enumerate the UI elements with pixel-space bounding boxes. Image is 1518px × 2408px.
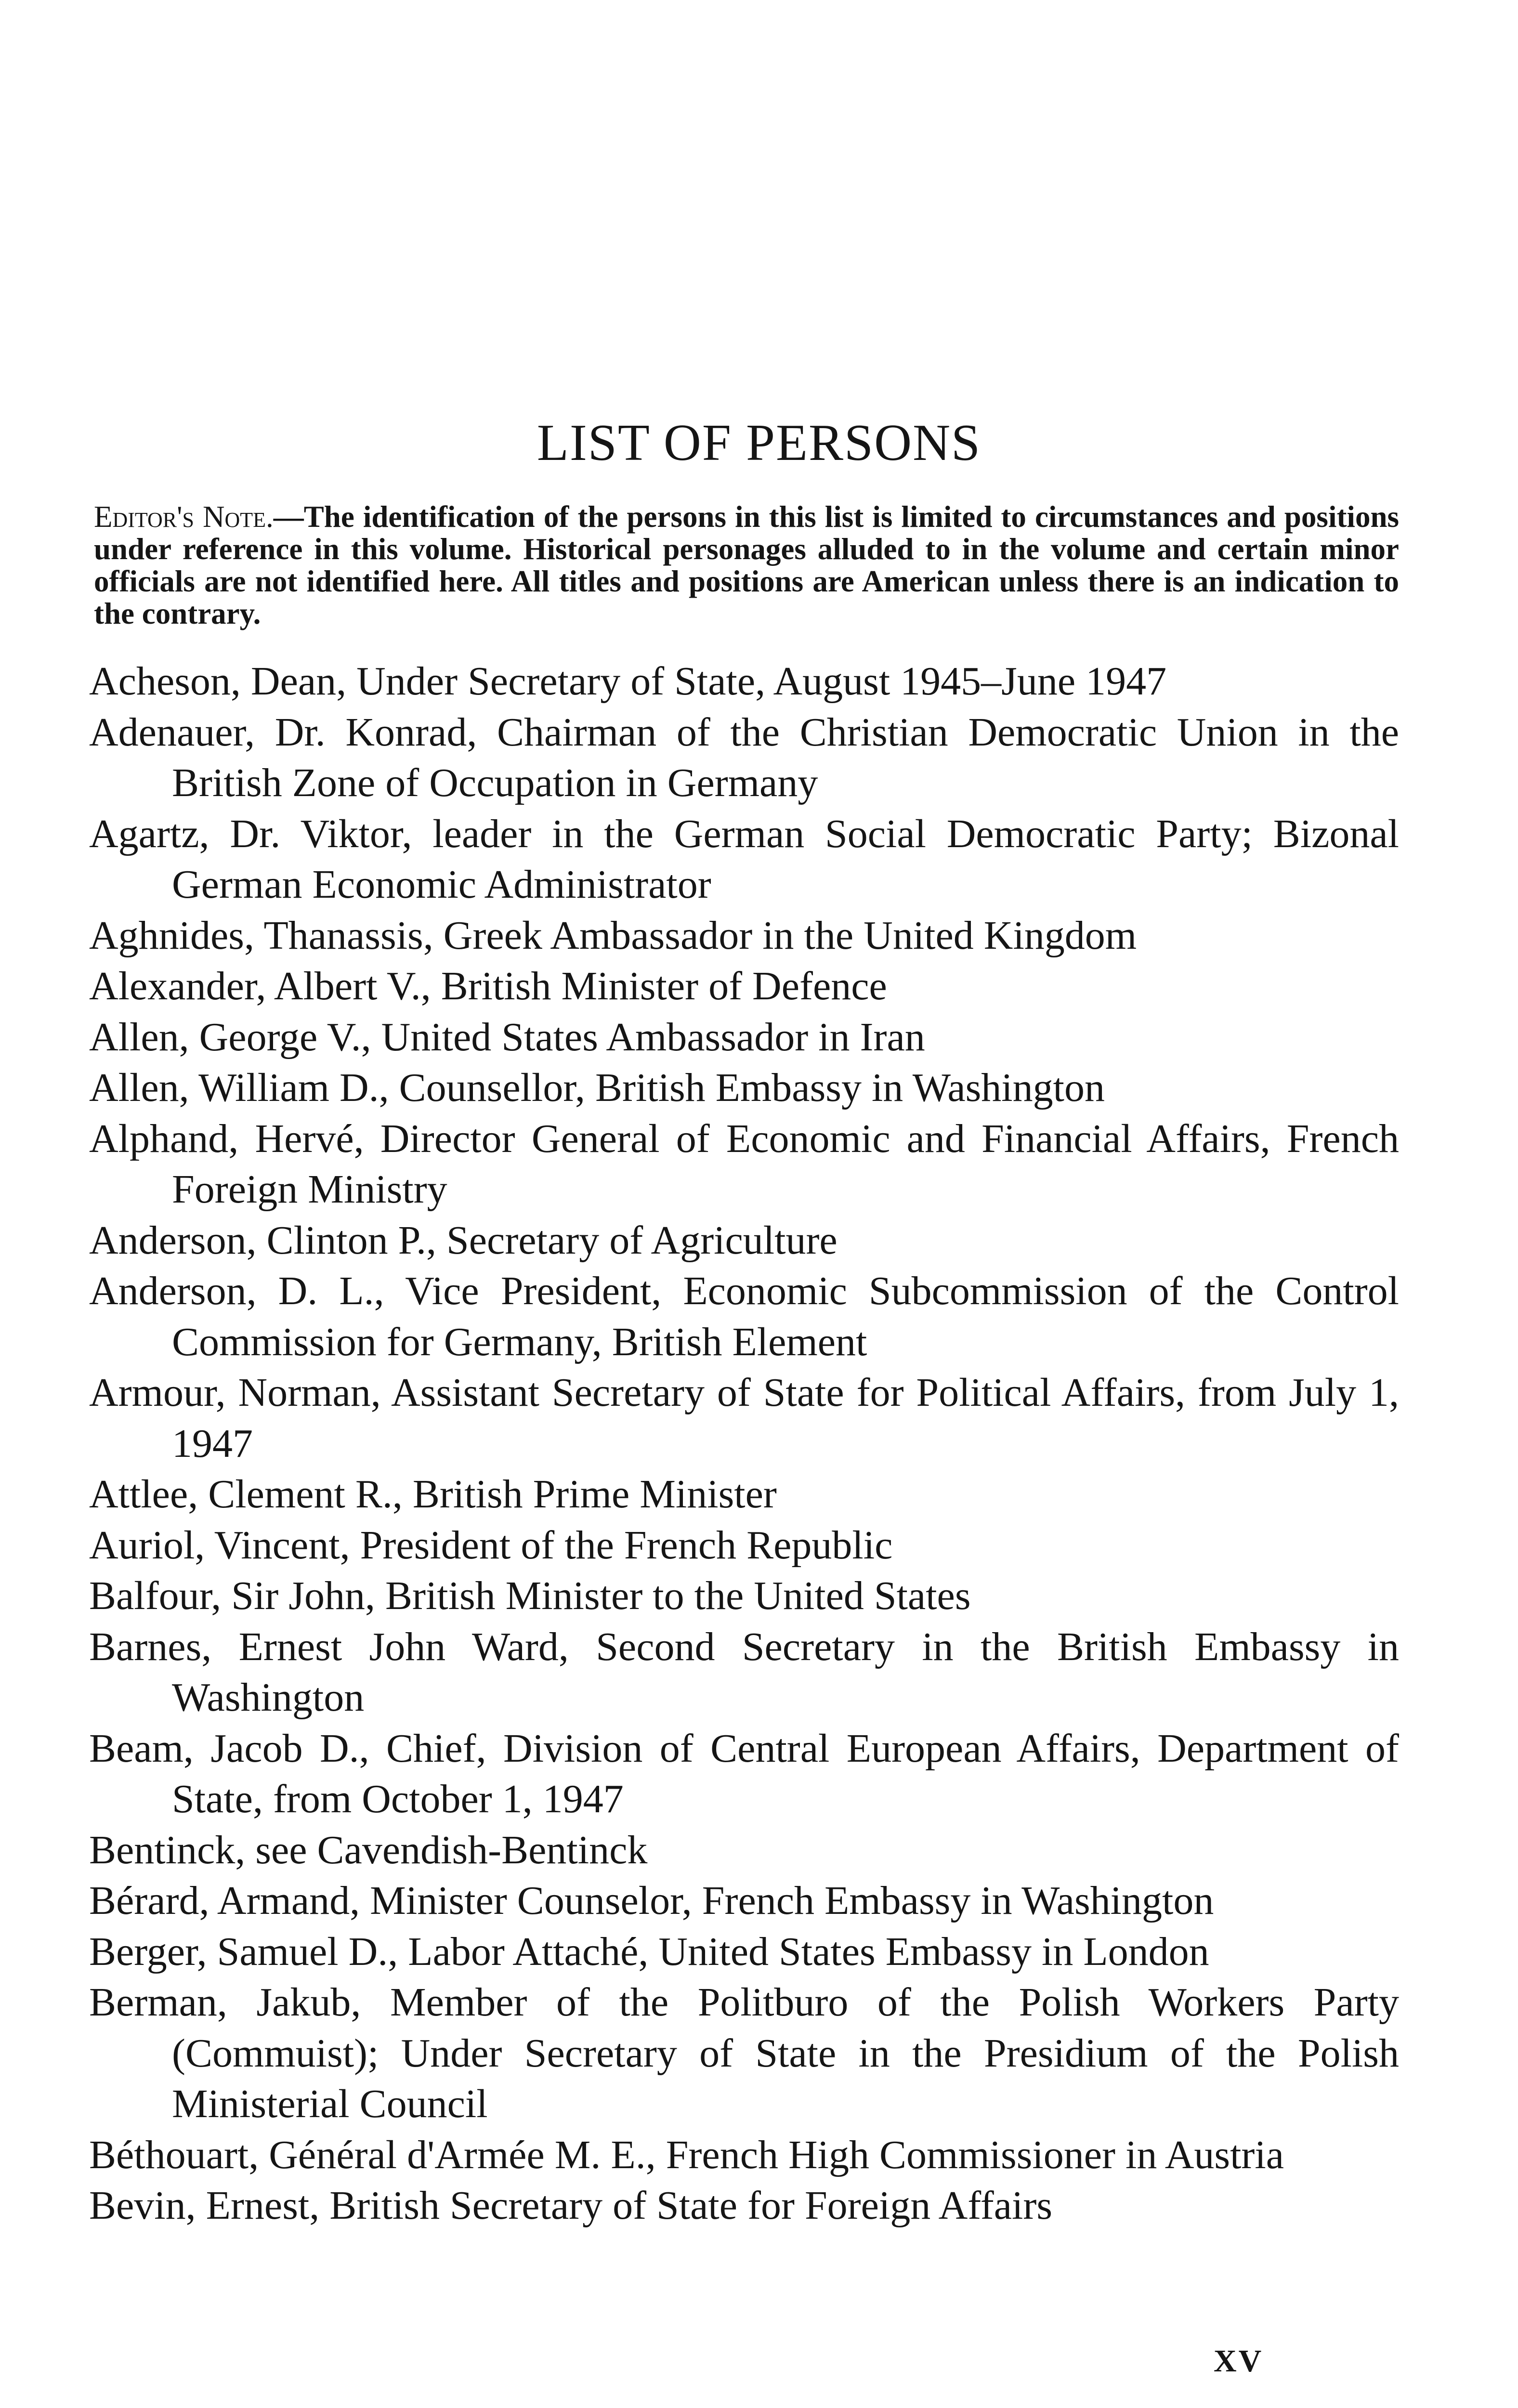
person-entry: Allen, William D., Counsellor, British Embassy in Washington (89, 1065, 1105, 1110)
person-entry: Bérard, Armand, Minister Counselor, French Embassy in Washington (89, 1878, 1214, 1923)
person-entry: Balfour, Sir John, British Minister to the United States (89, 1573, 971, 1618)
person-entry: Alphand, Hervé, Director General of Economic and Financial Affairs, French Foreign Ministry (89, 1116, 1399, 1212)
person-entry: Adenauer, Dr. Konrad, Chairman of the Christian Democratic Union in the British Zone of Occupation in Germany (89, 709, 1399, 805)
person-entry: Acheson, Dean, Under Secretary of State, August 1945–June 1947 (89, 659, 1167, 704)
person-entry: Bevin, Ernest, British Secretary of State for Foreign Affairs (89, 2183, 1053, 2228)
person-entry: Agartz, Dr. Viktor, leader in the German Social Democratic Party; Bizonal German Economic Administrator (89, 811, 1399, 907)
person-entry: Anderson, D. L., Vice President, Economic Subcommission of the Control Commission for Germany, British Element (89, 1269, 1399, 1364)
person-entry: Alexander, Albert V., British Minister of Defence (89, 964, 887, 1008)
editor-note (94, 501, 1399, 630)
persons-list (89, 656, 1399, 2231)
person-entry: Auriol, Vincent, President of the French Republic (89, 1522, 893, 1568)
person-entry: Aghnides, Thanassis, Greek Ambassador in the United Kingdom (89, 913, 1137, 958)
person-entry: Berman, Jakub, Member of the Politburo of the Polish Workers Party (Commuist); Under Secretary of State in the Presidium of the Polish Ministerial Council (89, 1980, 1399, 2126)
person-entry: Allen, George V., United States Ambassador in Iran (89, 1014, 925, 1060)
editor-note-text: —The identification of the persons in this list is limited to circumstances and positions under reference in this volume. Historical personages alluded to in the volume and certain minor officials are not identified here. All titles and positions are American unless there is an indication to the contrary. (94, 500, 1399, 630)
person-entry: Armour, Norman, Assistant Secretary of State for Political Affairs, from July 1, 1947 (89, 1370, 1399, 1466)
page-number: XV (1214, 2343, 1264, 2379)
page-title: LIST OF PERSONS (537, 414, 981, 471)
person-entry: Bentinck, see Cavendish-Bentinck (89, 1827, 648, 1872)
person-entry: Berger, Samuel D., Labor Attaché, United States Embassy in London (89, 1929, 1209, 1974)
person-entry: Beam, Jacob D., Chief, Division of Central European Affairs, Department of State, from October 1, 1947 (89, 1726, 1399, 1821)
person-entry: Béthouart, Général d'Armée M. E., French High Commissioner in Austria (89, 2132, 1284, 2177)
editor-note-label: Editor's Note. (94, 500, 274, 534)
person-entry: Attlee, Clement R., British Prime Minister (89, 1472, 777, 1517)
person-entry: Anderson, Clinton P., Secretary of Agriculture (89, 1217, 838, 1263)
person-entry: Barnes, Ernest John Ward, Second Secretary in the British Embassy in Washington (89, 1624, 1399, 1720)
